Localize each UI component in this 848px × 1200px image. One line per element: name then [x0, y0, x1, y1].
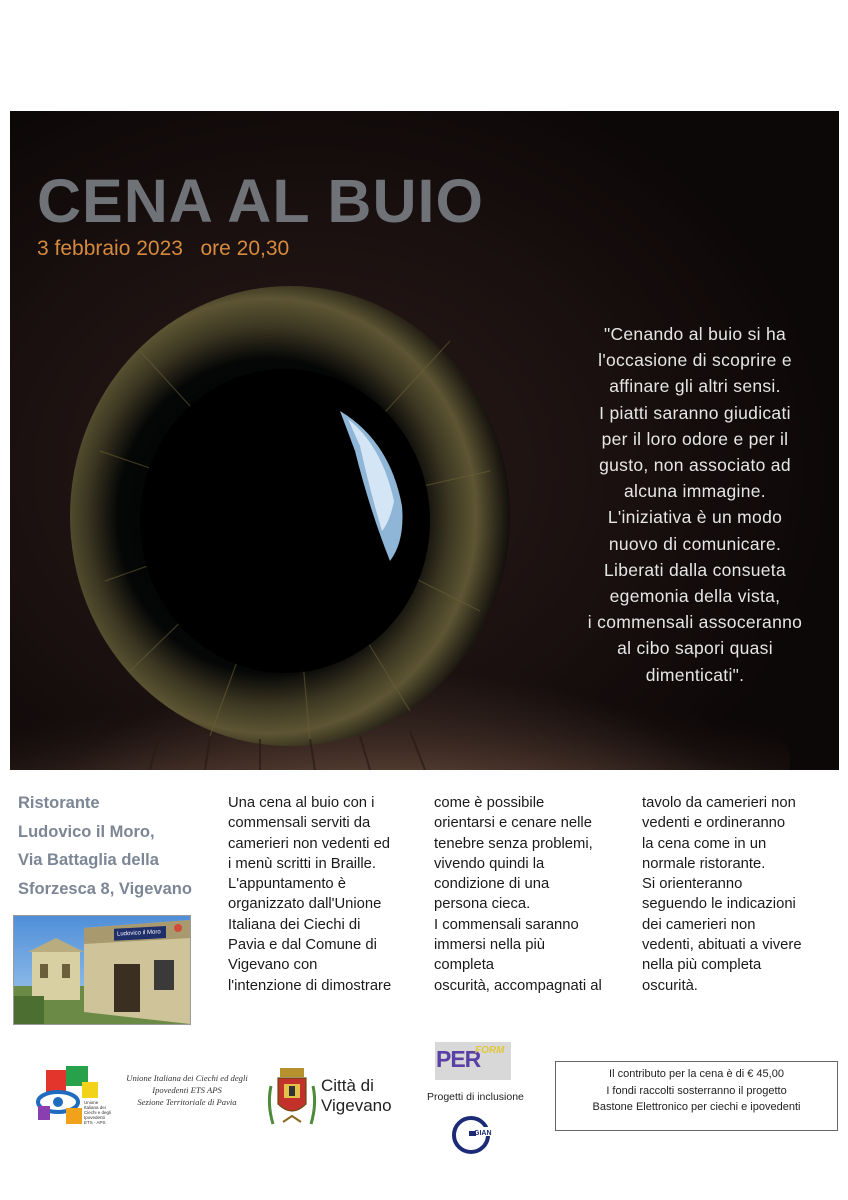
body-line: L'appuntamento è [228, 876, 347, 893]
body-line: immersi nella più [434, 937, 546, 954]
perform-logo [435, 1042, 511, 1080]
body-line: persona cieca. [434, 896, 531, 913]
body-line: I commensali saranno [434, 916, 579, 933]
quote-line: l'occasione di scoprire e [598, 350, 792, 371]
quote-line: "Cenando al buio si ha [603, 324, 787, 344]
venue-line: Via Battaglia della [18, 851, 159, 869]
body-line: Italiana dei Ciechi di [228, 916, 361, 933]
body-line: organizzato dall'Unione [228, 896, 382, 913]
body-line: commensali serviti da [228, 815, 371, 832]
body-column-2 [434, 793, 634, 996]
body-line: normale ristorante. [642, 855, 766, 872]
quote-line: Liberati dalla consueta [603, 559, 787, 580]
uici-small-line: Ipovedenti [84, 1115, 105, 1120]
quote-line: L'iniziativa è un modo [607, 507, 783, 528]
venue-address [18, 789, 218, 903]
body-column-3 [642, 793, 842, 996]
perform-per-text: PER [436, 1046, 481, 1072]
photo-sign-text: Ludovico il Moro [117, 929, 161, 938]
body-line: dei camerieri non [642, 916, 756, 933]
body-line: Vigevano con [228, 957, 318, 974]
uici-name-line: Unione Italiana dei Ciechi ed degli [126, 1073, 248, 1083]
body-line: condizione di una [434, 876, 550, 893]
body-line: vedenti e ordineranno [642, 815, 786, 832]
body-line: Una cena al buio con i [228, 795, 375, 811]
uici-logo [36, 1062, 248, 1132]
inclusion-projects-label: Progetti di inclusione [427, 1091, 524, 1103]
body-column-1 [228, 793, 428, 996]
body-line: tavolo da camerieri non [642, 795, 796, 811]
quote-line: nuovo di comunicare. [608, 533, 782, 554]
contribution-line: Il contributo per la cena è di € 45,00 [609, 1068, 784, 1080]
uici-name-line: Ipovedenti ETS APS [152, 1085, 222, 1095]
uici-small-line: Unione [84, 1100, 99, 1105]
body-line: tenebre senza problemi, [434, 835, 593, 852]
hero-image [10, 111, 839, 770]
contribution-line: Bastone Elettronico per ciechi e ipovedenti [592, 1101, 801, 1113]
gian-text: GIAN [474, 1130, 492, 1137]
quote-line: egemonia della vista, [609, 586, 781, 607]
vigevano-line: Vigevano [321, 1096, 392, 1115]
quote-line: dimenticati". [645, 664, 745, 685]
vigevano-name [321, 1076, 392, 1116]
body-line: Si orienteranno [642, 876, 743, 893]
vigevano-line: Città di [321, 1076, 374, 1095]
uici-small-line: Ciechi e degli [84, 1110, 112, 1115]
quote-line: gusto, non associato ad [599, 455, 791, 476]
body-line: Pavia e dal Comune di [228, 937, 377, 954]
body-line: oscurità. [642, 977, 698, 994]
vigevano-crest-icon [265, 1064, 319, 1130]
body-line: come è possibile [434, 795, 545, 811]
quote-line: I piatti saranno giudicati [599, 402, 791, 423]
body-line: vedenti, abituati a vivere [642, 937, 802, 954]
quote-line: per il loro odore e per il [601, 428, 789, 449]
uici-emblem-icon [36, 1062, 116, 1132]
body-line: orientarsi e cenare nelle [434, 815, 592, 832]
quote-line: affinare gli altri sensi. [609, 376, 781, 397]
body-line: completa [434, 957, 495, 974]
vigevano-logo [265, 1064, 425, 1130]
perform-form-text: FORM [475, 1045, 505, 1056]
body-line: i menù scritti in Braille. [228, 855, 377, 872]
body-line: vivendo quindi la [434, 855, 545, 872]
venue-line: Sforzesca 8, Vigevano [18, 879, 192, 898]
uici-name-line: Sezione Territoriale di Pavia [137, 1097, 237, 1107]
event-title: CENA AL BUIO [37, 167, 484, 235]
body-line: la cena come in un [642, 835, 767, 852]
uici-small-line: ETS - APS [84, 1120, 106, 1125]
uici-small-line: Italiana dei [84, 1105, 106, 1110]
body-line: seguendo le indicazioni [642, 896, 796, 913]
uici-name [112, 1072, 262, 1108]
quote-line: al cibo sapori quasi [617, 638, 773, 659]
restaurant-photo [13, 915, 191, 1025]
event-date-time: 3 febbraio 2023 ore 20,30 [37, 237, 290, 260]
body-line: l'intenzione di dimostrare [228, 977, 392, 994]
body-line: nella più completa [642, 957, 762, 974]
body-line: oscurità, accompagnati al [434, 977, 602, 994]
body-line: camerieri non vedenti ed [228, 835, 391, 852]
gian-logo [446, 1115, 498, 1155]
contribution-line: I fondi raccolti sosterranno il progetto [606, 1084, 787, 1097]
quote-block [560, 321, 830, 688]
quote-line: alcuna immagine. [624, 481, 766, 502]
venue-line: Ristorante [18, 794, 100, 812]
quote-line: i commensali assoceranno [587, 612, 803, 633]
contribution-box [555, 1061, 838, 1131]
gian-emblem-icon [446, 1115, 498, 1155]
venue-line: Ludovico il Moro, [18, 822, 155, 841]
